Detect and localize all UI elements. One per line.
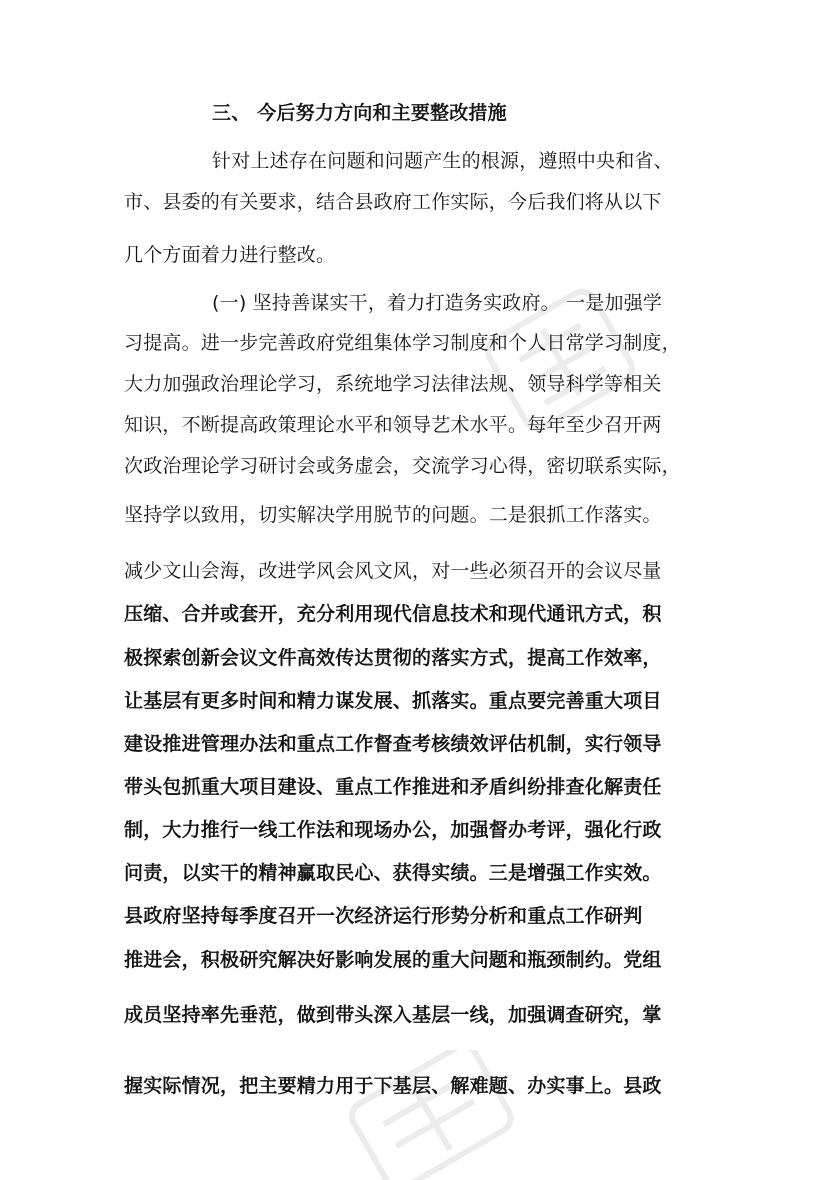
paragraph-line-bold: 建设推进管理办法和重点工作督查考核绩效评估机制，实行领导	[124, 733, 662, 755]
watermark-stamp-icon	[330, 1050, 530, 1180]
subsection-line: (一) 坚持善谋实干，着力打造务实政府。 一是加强学	[212, 292, 663, 314]
paragraph-line: 几个方面着力进行整改。	[124, 244, 336, 266]
section-heading: 三、 今后努力方向和主要整改措施	[212, 102, 507, 124]
paragraph-line: 知识，不断提高政策理论水平和领导艺术水平。每年至少召开两	[124, 414, 662, 436]
paragraph-line-bold: 县政府坚持每季度召开一次经济运行形势分析和重点工作研判	[124, 905, 643, 927]
paragraph-line-bold: 制，大力推行一线工作法和现场办公，加强督办考评，强化行政	[124, 819, 662, 841]
paragraph-line-bold: 问责，以实干的精神赢取民心、获得实绩。三是增强工作实效。	[124, 862, 662, 884]
paragraph-line-bold: 推进会，积极研究解决好影响发展的重大问题和瓶颈制约。党组	[124, 949, 662, 971]
paragraph-line: 次政治理论学习研讨会或务虚会，交流学习心得，密切联系实际，	[124, 455, 681, 477]
paragraph-line-bold: 成员坚持率先垂范，做到带头深入基层一线，加强调查研究，掌	[124, 1004, 662, 1026]
paragraph-line: 减少文山会海，改进学风会风文风，对一些必须召开的会议尽量	[124, 560, 662, 582]
paragraph-line-bold: 让基层有更多时间和精力谋发展、抓落实。重点要完善重大项目	[124, 690, 662, 712]
paragraph-line-bold: 握实际情况，把主要精力用于下基层、解难题、办实事上。县政	[124, 1075, 662, 1097]
paragraph-line-bold: 压缩、合并或套开，充分利用现代信息技术和现代通讯方式，积	[124, 603, 662, 625]
paragraph-line: 针对上述存在问题和问题产生的根源，遵照中央和省、	[212, 150, 673, 172]
paragraph-line: 习提高。进一步完善政府党组集体学习制度和个人日常学习制度，	[124, 332, 681, 354]
paragraph-line-bold: 极探索创新会议文件高效传达贯彻的落实方式，提高工作效率，	[124, 647, 662, 669]
paragraph-line: 市、县委的有关要求，结合县政府工作实际，今后我们将从以下	[124, 191, 662, 213]
paragraph-line: 坚持学以致用，切实解决学用脱节的问题。二是狠抓工作落实。	[124, 504, 662, 526]
paragraph-line: 大力加强政治理论学习，系统地学习法律法规、领导科学等相关	[124, 373, 662, 395]
paragraph-line-bold: 带头包抓重大项目建设、重点工作推进和矛盾纠纷排查化解责任	[124, 776, 662, 798]
